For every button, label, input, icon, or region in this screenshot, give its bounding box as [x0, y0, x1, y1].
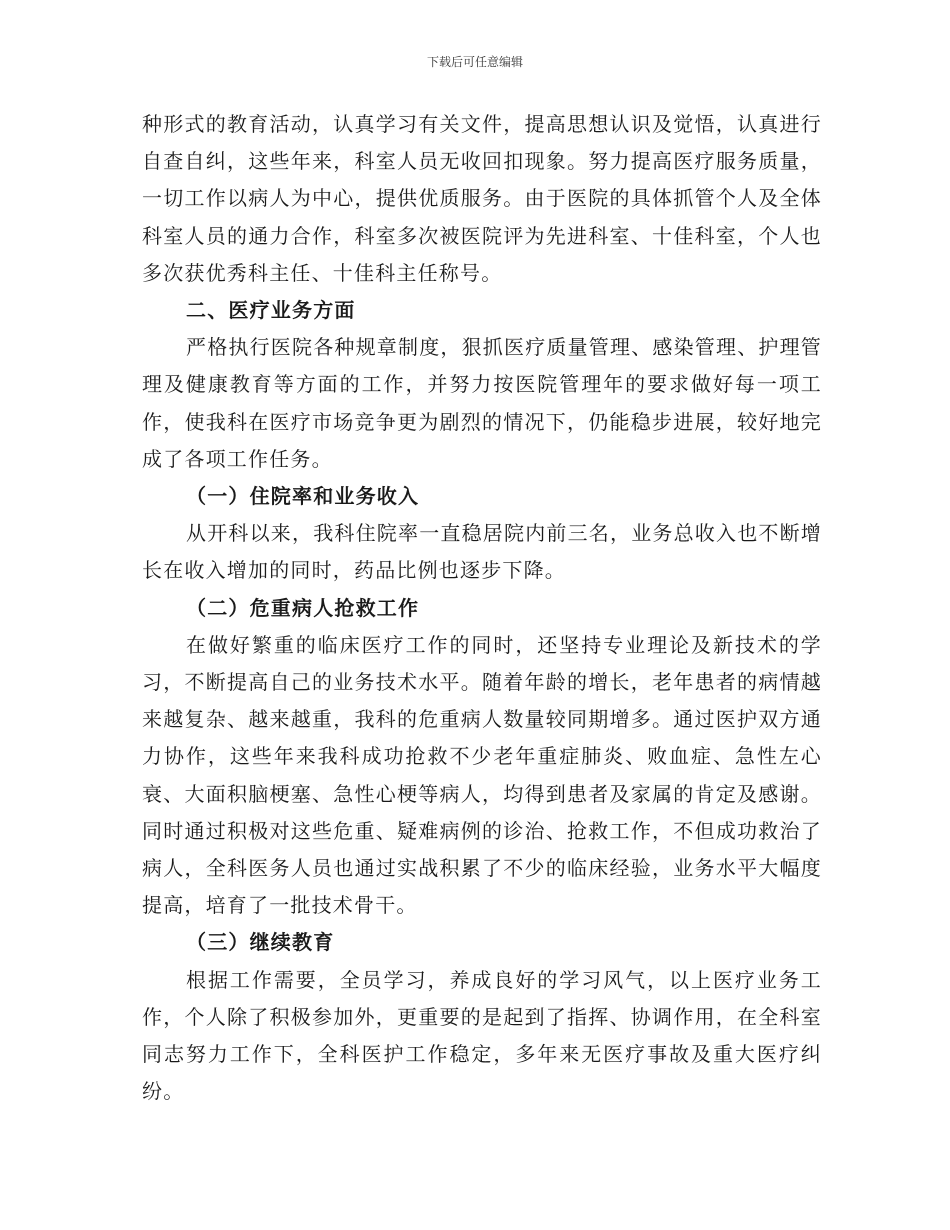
subheading-admission-revenue: （一）住院率和业务收入 — [186, 484, 420, 509]
document-body — [142, 106, 822, 1110]
subheading-continuing-education: （三）继续教育 — [186, 930, 335, 955]
paragraph-admission-revenue: 从开科以来，我科住院率一直稳居院内前三名，业务总收入也不断增长在收入增加的同时，药品比例也逐步下降。 — [142, 521, 822, 583]
paragraph-continuing-education: 根据工作需要，全员学习，养成良好的学习风气，以上医疗业务工作，个人除了积极参加外，更重要的是起到了指挥、协调作用，在全科室同志努力工作下，全科医护工作稳定，多年来无医疗事故及重大医疗纠纷。 — [142, 967, 822, 1104]
page-header-note: 下载后可任意编辑 — [426, 55, 523, 69]
paragraph-continuation: 种形式的教育活动，认真学习有关文件，提高思想认识及觉悟，认真进行自查自纠，这些年来，科室人员无收回扣现象。努力提高医疗服务质量，一切工作以病人为中心，提供优质服务。由于医院的具体抓管个人及全体科室人员的通力合作，科室多次被医院评为先进科室、十佳科室，个人也多次获优秀科主任、十佳科主任称号。 — [142, 112, 822, 285]
paragraph-critical-rescue: 在做好繁重的临床医疗工作的同时，还坚持专业理论及新技术的学习，不断提高自己的业务技术水平。随着年龄的增长，老年患者的病情越来越复杂、越来越重，我科的危重病人数量较同期增多。通过医护双方通力协作，这些年来我科成功抢救不少老年重症肺炎、败血症、急性左心衰、大面积脑梗塞、急性心梗等病人，均得到患者及家属的肯定及感谢。同时通过积极对这些危重、疑难病例的诊治、抢救工作，不但成功救治了病人，全科医务人员也通过实战积累了不少的临床经验，业务水平大幅度提高，培育了一批技术骨干。 — [142, 632, 822, 918]
paragraph-medical-business: 严格执行医院各种规章制度，狠抓医疗质量管理、感染管理、护理管理及健康教育等方面的工作，并努力按医院管理年的要求做好每一项工作，使我科在医疗市场竞争更为剧烈的情况下，仍能稳步进展，较好地完成了各项工作任务。 — [142, 335, 822, 471]
section-heading-medical-business: 二、医疗业务方面 — [186, 298, 356, 323]
subheading-critical-rescue: （二）危重病人抢救工作 — [186, 595, 420, 620]
